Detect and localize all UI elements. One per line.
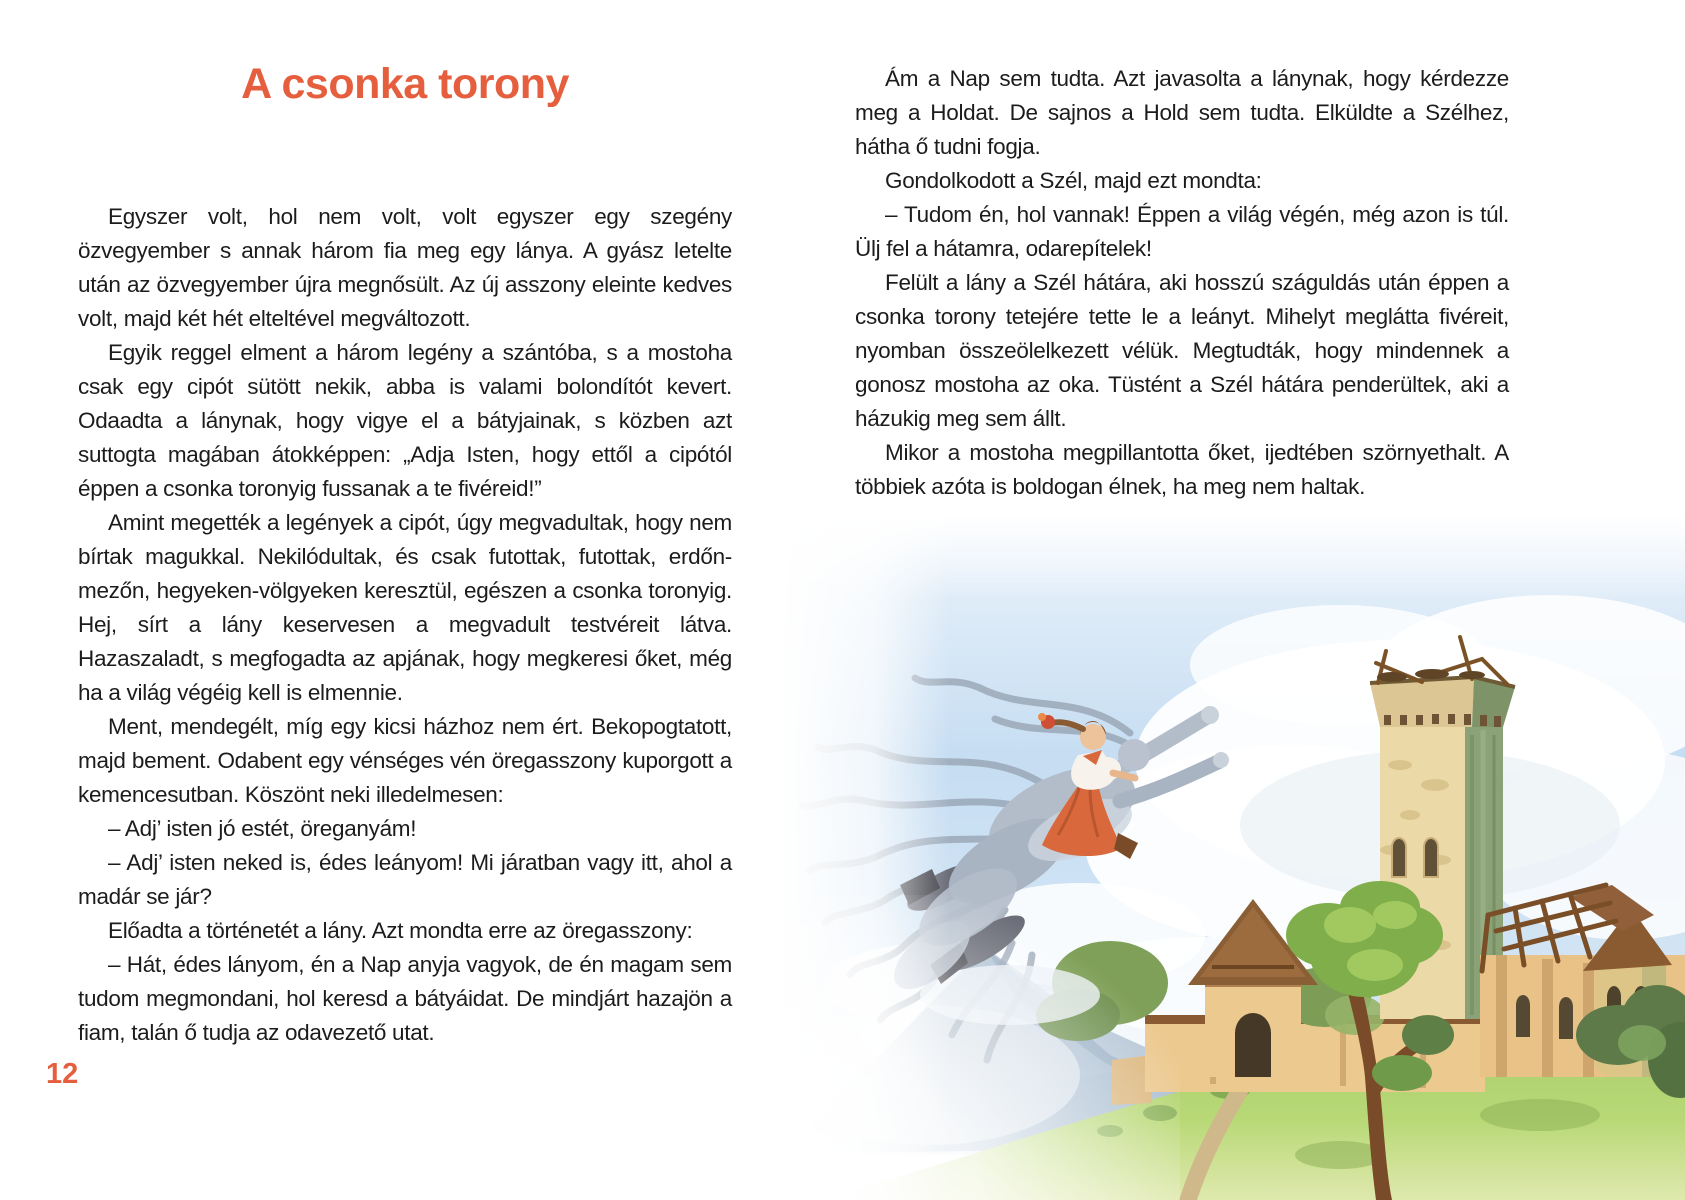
- paragraph: – Adj’ isten neked is, édes leányom! Mi járatban vagy itt, ahol a madár se jár?: [78, 850, 732, 909]
- wind-head: [1118, 739, 1150, 771]
- paragraph: Egyik reggel elment a három legény a szántóba, s a mostoha csak egy cipót sütött nekik, abba is valami bolondítót kevert. Odaadta a lánynak, hogy vigye el a bátyjainak, s közben azt suttogta magában átokképpen: „Adja Isten, hogy ettől a cipótól éppen a csonka toronyig fussanak a te fivéreid!”: [78, 340, 732, 501]
- paragraph: Egyszer volt, hol nem volt, volt egyszer egy szegény özvegyember s annak három fia meg egy lánya. A gyász letelte után az özvegyember újra megnősült. Az új asszony eleinte kedves volt, majd két hét elteltével megváltozott.: [78, 204, 732, 331]
- paragraph: Ment, mendegélt, míg egy kicsi házhoz nem ért. Bekopogtatott, majd bement. Odabent egy vénséges vén öregasszony kuporgott a kemencesutban. Köszönt neki illedelmesen:: [78, 714, 732, 807]
- page-number: 12: [46, 1058, 79, 1090]
- tower-window: [1424, 838, 1438, 877]
- text-column-left: [78, 200, 732, 1060]
- edge-fade-bottom-left: [780, 895, 1180, 1200]
- story-illustration: [780, 515, 1685, 1200]
- story-title: A csonka torony: [241, 60, 569, 108]
- tower-window: [1392, 838, 1406, 877]
- paragraph: Gondolkodott a Szél, majd ezt mondta:: [885, 168, 1262, 193]
- paragraph: Előadta a történetét a lány. Azt mondta erre az öregasszony:: [108, 918, 693, 943]
- text-column-right: [855, 62, 1509, 532]
- paragraph: Mikor a mostoha megpillantotta őket, ijedtében szörnyethalt. A többiek azóta is boldogan élnek, ha meg nem haltak.: [855, 440, 1509, 499]
- paragraph: Ám a Nap sem tudta. Azt javasolta a lánynak, hogy kérdezze meg a Holdat. De sajnos a Hold sem tudta. Elküldte a Szélhez, hátha ő tudni fogja.: [855, 66, 1509, 159]
- illustration-canvas: [780, 515, 1685, 1200]
- paragraph: Felült a lány a Szél hátára, aki hosszú száguldás után éppen a csonka torony tetejére tette le a leányt. Mihelyt meglátta fivéreit, nyomban összeölelkezett vélük. Megtudták, hogy mindennek a gonosz mostoha az oka. Tüstént a Szél hátára penderültek, aki a házukig meg sem állt.: [855, 270, 1509, 431]
- edge-fade-top: [780, 515, 1685, 600]
- paragraph: Amint megették a legények a cipót, úgy megvadultak, hogy nem bírtak magukkal. Nekilódultak, és csak futottak, futottak, erdőn-mezőn, hegyeken-völgyeken keresztül, egészen a csonka toronyig. Hej, sírt a lány keservesen a megvadult testvéreit látva. Hazaszaladt, s megfogadta az apjának, hogy megkeresi őket, még ha a világ végéig kell is elmennie.: [78, 510, 732, 705]
- paragraph: – Adj’ isten jó estét, öreganyám!: [108, 816, 417, 841]
- paragraph: – Hát, édes lányom, én a Nap anyja vagyok, de én magam sem tudom megmondani, hol keresd a bátyáidat. De mindjárt hazajön a fiam, talán ő tudja az odavezető utat.: [78, 952, 732, 1045]
- paragraph: – Tudom én, hol vannak! Éppen a világ végén, még azon is túl. Ülj fel a hátamra, odarepítelek!: [855, 202, 1509, 261]
